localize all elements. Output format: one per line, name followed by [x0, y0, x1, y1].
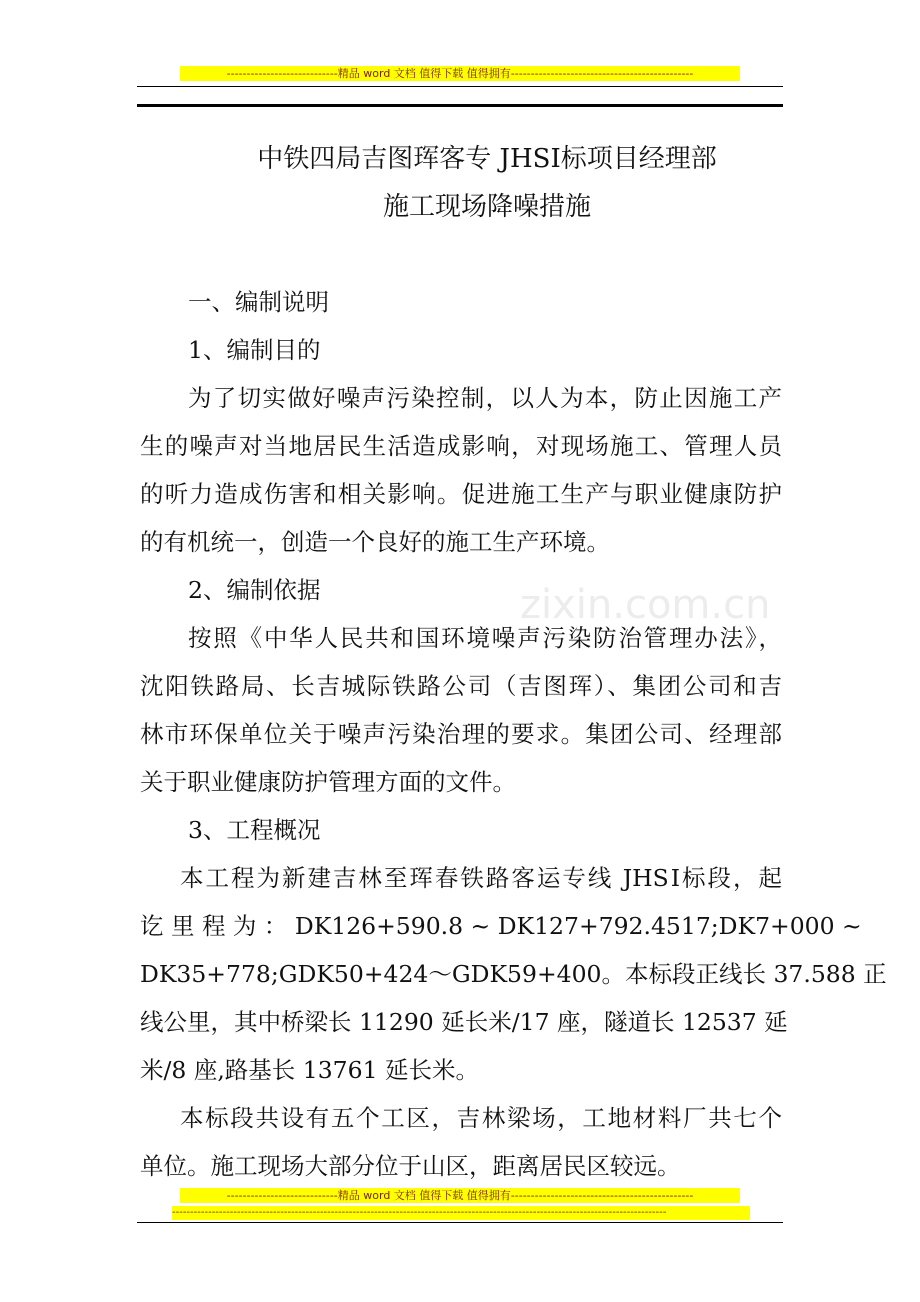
- paragraph-line: 讫 里 程 为 ： DK126+590.8 ~ DK127+792.4517;DK7+000 ~: [140, 912, 862, 940]
- paragraph-line: 本工程为新建吉林至珲春铁路客运专线 JHSⅠ标段，起: [180, 864, 782, 892]
- paragraph-line: 的有机统一，创造一个良好的施工生产环境。: [140, 528, 610, 556]
- paragraph-line: 的听力造成伤害和相关影响。促进施工生产与职业健康防护: [140, 480, 782, 508]
- paragraph-line: DK35+778;GDK50+424～GDK59+400。本标段正线长 37.588 正: [140, 960, 887, 988]
- watermark: zixin.com.cn: [520, 582, 771, 628]
- paragraph-line: 按照《中华人民共和国环境噪声污染防治管理办法》，: [188, 624, 782, 652]
- header-rule-double: [137, 104, 783, 107]
- subsection-heading: 3、工程概况: [188, 816, 321, 844]
- subsection-heading: 2、编制依据: [188, 576, 321, 604]
- paragraph-line: 林市环保单位关于噪声污染治理的要求。集团公司、经理部: [140, 720, 782, 748]
- doc-title-line1: 中铁四局吉图珲客专 JHSⅠ标项目经理部: [257, 144, 717, 174]
- paragraph-line: 米/8 座,路基长 13761 延长米。: [140, 1056, 480, 1084]
- paragraph-line: 生的噪声对当地居民生活造成影响，对现场施工、管理人员: [140, 432, 782, 460]
- footer-rule: [137, 1222, 783, 1223]
- paragraph-line: 单位。施工现场大部分位于山区，距离居民区较远。: [140, 1152, 681, 1180]
- section-heading: 一、编制说明: [188, 288, 329, 316]
- paragraph-line: 本标段共设有五个工区，吉林梁场，工地材料厂共七个: [180, 1104, 782, 1132]
- doc-title-line2: 施工现场降噪措施: [382, 192, 591, 222]
- header-banner: ----------------------------精品 word 文档 值得下载 值得拥有----------------------------------------------: [180, 66, 740, 81]
- paragraph-line: 线公里，其中桥梁长 11290 延长米/17 座，隧道长 12537 延: [140, 1008, 788, 1036]
- paragraph-line: 为了切实做好噪声污染控制，以人为本，防止因施工产: [188, 384, 782, 412]
- paragraph-line: 关于职业健康防护管理方面的文件。: [140, 768, 516, 796]
- subsection-heading: 1、编制目的: [188, 336, 321, 364]
- footer-banner: ----------------------------精品 word 文档 值得下载 值得拥有----------------------------------------------: [180, 1188, 740, 1203]
- footer-dash-line: -----------------------------------------------------------------------------------------------------------------------------------------: [172, 1206, 750, 1220]
- header-rule-thick: [137, 86, 783, 87]
- paragraph-line: 沈阳铁路局、长吉城际铁路公司（吉图珲）、集团公司和吉: [140, 672, 782, 700]
